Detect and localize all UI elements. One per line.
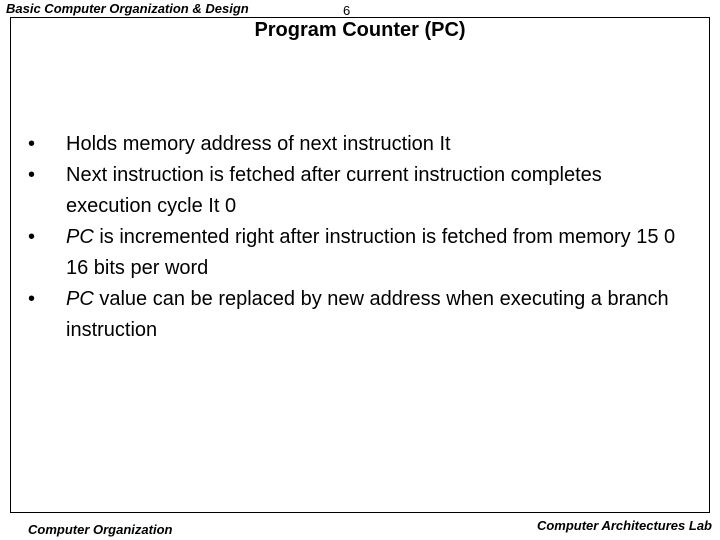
bullet-text: Holds memory address of next instruction It xyxy=(66,133,451,155)
bullet-term: PC xyxy=(66,226,94,248)
footer-left-label: Computer Organization xyxy=(28,522,173,537)
bullet-item xyxy=(28,160,688,222)
bullet-list xyxy=(28,129,688,346)
slide-title: Program Counter (PC) xyxy=(254,19,466,41)
bullet-text: value can be replaced by new address when executing a branch instruction xyxy=(66,288,669,341)
page-number: 6 xyxy=(343,3,351,18)
bullet-text: Next instruction is fetched after current instruction completes execution cycle It 0 xyxy=(66,164,602,217)
bullet-term: PC xyxy=(66,288,94,310)
course-title: Basic Computer Organization & Design xyxy=(6,1,249,16)
footer-right-label: Computer Architectures Lab xyxy=(536,518,712,533)
bullet-dot-icon: • xyxy=(28,288,36,310)
bullet-item xyxy=(28,129,688,160)
bullet-item xyxy=(28,222,688,284)
bullet-dot-icon: • xyxy=(28,133,36,155)
bullet-text: is incremented right after instruction is fetched from memory 15 0 16 bits per word xyxy=(66,226,676,279)
bullet-dot-icon: • xyxy=(28,164,36,186)
bullet-item xyxy=(28,284,688,346)
bullet-dot-icon: • xyxy=(28,226,36,248)
